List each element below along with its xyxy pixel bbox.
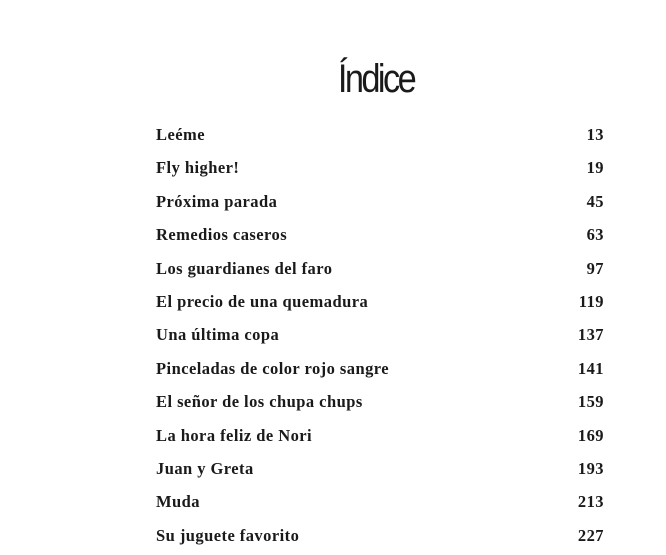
toc-entry bbox=[156, 118, 604, 151]
toc-entry-page: 45 bbox=[586, 191, 604, 211]
toc-entry-page: 193 bbox=[577, 458, 604, 478]
toc-entry-page: 63 bbox=[586, 225, 604, 245]
toc-entry-page: 19 bbox=[586, 158, 604, 178]
toc-entry-page: 119 bbox=[578, 291, 604, 311]
toc-entry bbox=[156, 252, 604, 285]
toc-entry-page: 97 bbox=[586, 258, 604, 278]
toc-entry bbox=[156, 185, 604, 218]
toc-entry-title: El precio de una quemadura bbox=[156, 291, 369, 311]
toc-entry-title: Su juguete favorito bbox=[156, 525, 300, 545]
toc-entry bbox=[156, 352, 604, 385]
toc-entry bbox=[156, 519, 604, 552]
table-of-contents bbox=[156, 118, 604, 552]
toc-entry-title: El señor de los chupa chups bbox=[156, 392, 363, 412]
toc-entry bbox=[156, 485, 604, 518]
toc-entry-page: 13 bbox=[586, 125, 604, 144]
toc-entry bbox=[156, 285, 604, 318]
toc-entry bbox=[156, 385, 604, 418]
page-title: Índice bbox=[337, 56, 415, 101]
toc-entry bbox=[156, 151, 604, 184]
toc-entry-title: Fly higher! bbox=[156, 158, 240, 178]
toc-entry-title: Remedios caseros bbox=[156, 225, 288, 245]
toc-entry bbox=[156, 218, 604, 251]
toc-entry-title: Una última copa bbox=[156, 325, 280, 345]
toc-entry bbox=[156, 318, 604, 351]
toc-entry bbox=[156, 419, 604, 452]
toc-entry-page: 141 bbox=[577, 358, 604, 378]
toc-entry-title: Pinceladas de color rojo sangre bbox=[156, 358, 390, 378]
toc-entry-title: Muda bbox=[156, 492, 200, 512]
toc-entry-title: Próxima parada bbox=[156, 191, 278, 211]
toc-entry-title: Juan y Greta bbox=[156, 458, 254, 478]
toc-entry-title: Los guardianes del faro bbox=[156, 258, 333, 278]
toc-entry-page: 169 bbox=[577, 425, 604, 445]
toc-entry-title: La hora feliz de Nori bbox=[156, 425, 313, 445]
toc-entry-title: Leéme bbox=[156, 125, 205, 144]
toc-entry-page: 137 bbox=[577, 325, 604, 345]
toc-entry-page: 227 bbox=[577, 525, 604, 545]
toc-entry-page: 213 bbox=[577, 492, 604, 512]
toc-entry bbox=[156, 452, 604, 485]
toc-entry-page: 159 bbox=[577, 392, 604, 412]
